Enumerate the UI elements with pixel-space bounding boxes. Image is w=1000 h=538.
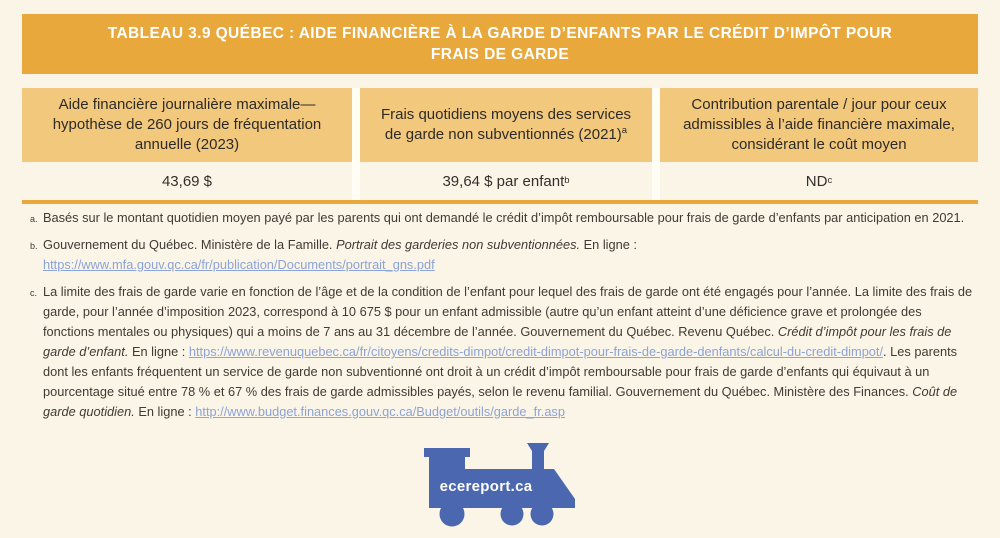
footnote-a bbox=[30, 208, 974, 228]
footnote-b-text: Gouvernement du Québec. Ministère de la Famille. bbox=[43, 237, 337, 252]
column-header-text: Aide financière journalière maximale—hypothèse de 260 jours de fréquentation annuelle (2023) bbox=[52, 96, 322, 153]
budget-finances-link[interactable]: http://www.budget.finances.gouv.qc.ca/Budget/outils/garde_fr.asp bbox=[195, 404, 565, 419]
column-header bbox=[360, 88, 652, 162]
column-value: ND c bbox=[660, 162, 978, 200]
column-header-text: Frais quotidiens moyens des services de garde non subventionnés (2021) bbox=[380, 106, 632, 143]
footnote-c-text: . Les parents dont les enfants fréquentent un service de garde non subventionné ont droit à un crédit d’impôt remboursable pour frais de garde d’enfants qui équivaut à un pourcentage situé entre 78 % et 67 % des frais de garde admissibles payés, selon le revenu familial. Gouvernement du Québec. Ministère des Finances. bbox=[43, 344, 958, 399]
footnote-c-text: En ligne : bbox=[128, 344, 189, 359]
value-text: ND bbox=[805, 172, 828, 190]
ecereport-logo bbox=[424, 438, 576, 535]
column-header bbox=[22, 88, 352, 162]
logo-text: ecereport.ca bbox=[439, 478, 533, 495]
footnote-b-text: En ligne : bbox=[580, 237, 637, 252]
table-column-frais-quotidiens bbox=[360, 88, 652, 200]
value-text: 43,69 $ bbox=[161, 172, 213, 190]
footnote-c-text: La limite des frais de garde varie en fonction de l’âge et de la condition de l’enfant pour lequel des frais de garde ont été engagés pour l’année. La limite des frais de garde, pour l’année d’imposition 2023, correspond à 10 675 $ pour un enfant admissible (autre qu’un enfant atteint d’une déficience grave et prolongée des fonctions mentales ou physiques) qui a moins de 7 ans au 31 décembre de l’année. Gouvernement du Québec. Revenu Québec. bbox=[43, 284, 973, 339]
divider bbox=[22, 200, 978, 204]
train-icon bbox=[424, 438, 576, 530]
column-header-text: Contribution parentale / jour pour ceux admissibles à l’aide financière maximale, considérant le coût moyen bbox=[683, 96, 955, 153]
table-column-aide-financiere bbox=[22, 88, 352, 200]
footnote-b bbox=[30, 235, 974, 275]
mfa-publication-link[interactable]: https://www.mfa.gouv.qc.ca/fr/publication/Documents/portrait_gns.pdf bbox=[43, 257, 435, 272]
footnote-c-source-title-1: Crédit d’impôt pour les frais de garde d’enfant. bbox=[43, 324, 952, 359]
revenuquebec-link[interactable]: https://www.revenuquebec.ca/fr/citoyens/credits-dimpot/credit-dimpot-pour-frais-de-garde-denfants/calcul-du-credit-dimpot/ bbox=[188, 344, 884, 359]
footnote-marker-b: b. bbox=[30, 241, 38, 251]
column-header bbox=[660, 88, 978, 162]
footnote-marker-a: a. bbox=[30, 214, 38, 224]
table-column-contribution-parentale bbox=[660, 88, 978, 200]
footnote-ref-a: a bbox=[621, 125, 628, 136]
table-title-bar bbox=[22, 14, 978, 74]
data-table bbox=[22, 88, 978, 200]
value-text: 39,64 $ par enfant bbox=[442, 172, 565, 190]
table-title: TABLEAU 3.9 QUÉBEC : AIDE FINANCIÈRE À LA GARDE D’ENFANTS PAR LE CRÉDIT D’IMPÔT POUR FRAIS DE GARDE bbox=[107, 25, 893, 63]
footnotes bbox=[30, 208, 974, 429]
footnote-c bbox=[30, 282, 974, 422]
column-value: 39,64 $ par enfant b bbox=[360, 162, 652, 200]
footnote-c-source-title-2: Coût de garde quotidien. bbox=[43, 384, 958, 419]
footnote-marker-c: c. bbox=[30, 288, 38, 298]
footnote-a-text: Basés sur le montant quotidien moyen payé par les parents qui ont demandé le crédit d’impôt remboursable pour frais de garde d’enfants par anticipation en 2021. bbox=[43, 210, 965, 225]
column-value bbox=[22, 162, 352, 200]
footnote-b-source-title: Portrait des garderies non subventionnées. bbox=[336, 237, 581, 252]
footnote-c-text: En ligne : bbox=[134, 404, 196, 419]
